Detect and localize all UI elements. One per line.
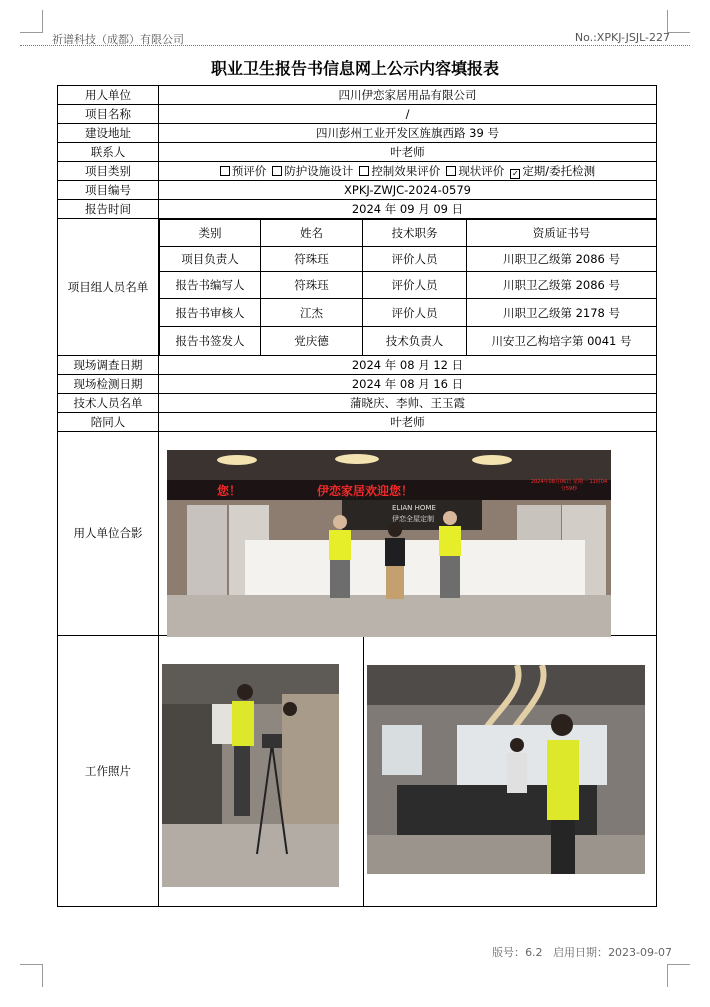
footer-date-label: 启用日期： xyxy=(553,946,609,959)
category-option-label: 定期/委托检测 xyxy=(522,164,596,178)
label-report-date: 报告时间 xyxy=(58,200,159,219)
led-sign-date: 2024年08月06日 星期一 11时04分59秒 xyxy=(530,479,608,492)
team-cell: 川安卫乙构培字第 0041 号 xyxy=(467,327,657,355)
value-contact: 叶老师 xyxy=(159,143,657,162)
label-category: 项目类别 xyxy=(58,162,159,181)
work-photo-right-image xyxy=(367,665,645,874)
value-escort: 叶老师 xyxy=(159,412,657,431)
team-cell: 评价人员 xyxy=(363,299,467,327)
corner-mark xyxy=(20,964,43,987)
team-cell: 江杰 xyxy=(261,299,363,327)
category-options xyxy=(159,162,657,181)
team-cell: 报告书编写人 xyxy=(160,272,261,299)
value-test-date: 2024 年 08 月 16 日 xyxy=(159,374,657,393)
label-test-date: 现场检测日期 xyxy=(58,374,159,393)
footer-date: 2023-09-07 xyxy=(608,946,672,959)
team-cell: 技术负责人 xyxy=(363,327,467,355)
led-sign-left: 您！ xyxy=(217,484,242,498)
label-work-photos: 工作照片 xyxy=(58,635,159,906)
store-logo-text: ELIAN HOME xyxy=(392,504,436,512)
footer-version xyxy=(492,944,672,960)
checkbox-icon xyxy=(359,166,369,176)
category-option-label: 预评价 xyxy=(231,164,267,178)
store-logo-cn: 伊恋全屋定制 xyxy=(392,515,434,523)
header-company: 祈谱科技（成都）有限公司 xyxy=(52,33,184,46)
checkbox-icon xyxy=(272,166,282,176)
category-option xyxy=(220,164,267,178)
team-cell: 评价人员 xyxy=(363,272,467,299)
label-escort: 陪同人 xyxy=(58,412,159,431)
team-cell: 项目负责人 xyxy=(160,247,261,272)
team-header: 资质证书号 xyxy=(467,220,657,247)
label-contact: 联系人 xyxy=(58,143,159,162)
led-sign-main: 伊恋家居欢迎您！ xyxy=(317,484,414,498)
category-option-label: 现状评价 xyxy=(458,164,505,178)
team-cell: 报告书签发人 xyxy=(160,327,261,355)
footer-version-label: 版号： xyxy=(492,946,526,959)
team-table xyxy=(159,219,656,355)
label-employer: 用人单位 xyxy=(58,86,159,105)
team-cell: 报告书审核人 xyxy=(160,299,261,327)
category-option-label: 防护设施设计 xyxy=(284,164,354,178)
category-option xyxy=(510,164,595,178)
team-cell: 川职卫乙级第 2178 号 xyxy=(467,299,657,327)
checkbox-icon xyxy=(220,166,230,176)
group-photo xyxy=(167,450,611,637)
value-employer: 四川伊恋家居用品有限公司 xyxy=(159,86,657,105)
category-option xyxy=(359,164,440,178)
value-technicians: 蒲晓庆、李帅、王玉霞 xyxy=(159,393,657,412)
team-cell: 党庆德 xyxy=(261,327,363,355)
label-survey-date: 现场调查日期 xyxy=(58,355,159,374)
category-option xyxy=(446,164,504,178)
label-technicians: 技术人员名单 xyxy=(58,393,159,412)
team-cell: 川职卫乙级第 2086 号 xyxy=(467,247,657,272)
corner-mark xyxy=(667,10,690,33)
team-cell: 符珠珏 xyxy=(261,272,363,299)
value-address: 四川彭州工业开发区旌旗西路 39 号 xyxy=(159,124,657,143)
team-cell: 符珠珏 xyxy=(261,247,363,272)
team-cell: 评价人员 xyxy=(363,247,467,272)
value-survey-date: 2024 年 08 月 12 日 xyxy=(159,355,657,374)
work-photo-left xyxy=(162,664,339,887)
page-title: 职业卫生报告书信息网上公示内容填报表 xyxy=(210,59,499,78)
checked-box-icon: ✓ xyxy=(511,169,519,178)
header-rule xyxy=(20,45,690,46)
work-photo-right xyxy=(367,665,645,874)
corner-mark xyxy=(20,10,43,33)
team-cell: 川职卫乙级第 2086 号 xyxy=(467,272,657,299)
team-header: 技术职务 xyxy=(363,220,467,247)
checkbox-icon xyxy=(446,166,456,176)
team-header: 类别 xyxy=(160,220,261,247)
value-project-name: / xyxy=(159,105,657,124)
corner-mark xyxy=(667,964,690,987)
value-report-date: 2024 年 09 月 09 日 xyxy=(159,200,657,219)
label-project-no: 项目编号 xyxy=(58,181,159,200)
footer-version-number: 6.2 xyxy=(525,946,543,959)
category-option xyxy=(272,164,353,178)
category-option-label: 控制效果评价 xyxy=(371,164,441,178)
work-photo-left-image xyxy=(162,664,339,887)
photo-divider xyxy=(363,636,364,906)
value-project-no: XPKJ-ZWJC-2024-0579 xyxy=(159,181,657,200)
label-team: 项目组人员名单 xyxy=(58,219,159,356)
header-doc-number: No.:XPKJ-JSJL-227 xyxy=(574,31,670,44)
team-header: 姓名 xyxy=(261,220,363,247)
label-project-name: 项目名称 xyxy=(58,105,159,124)
label-address: 建设地址 xyxy=(58,124,159,143)
label-group-photo: 用人单位合影 xyxy=(58,431,159,635)
